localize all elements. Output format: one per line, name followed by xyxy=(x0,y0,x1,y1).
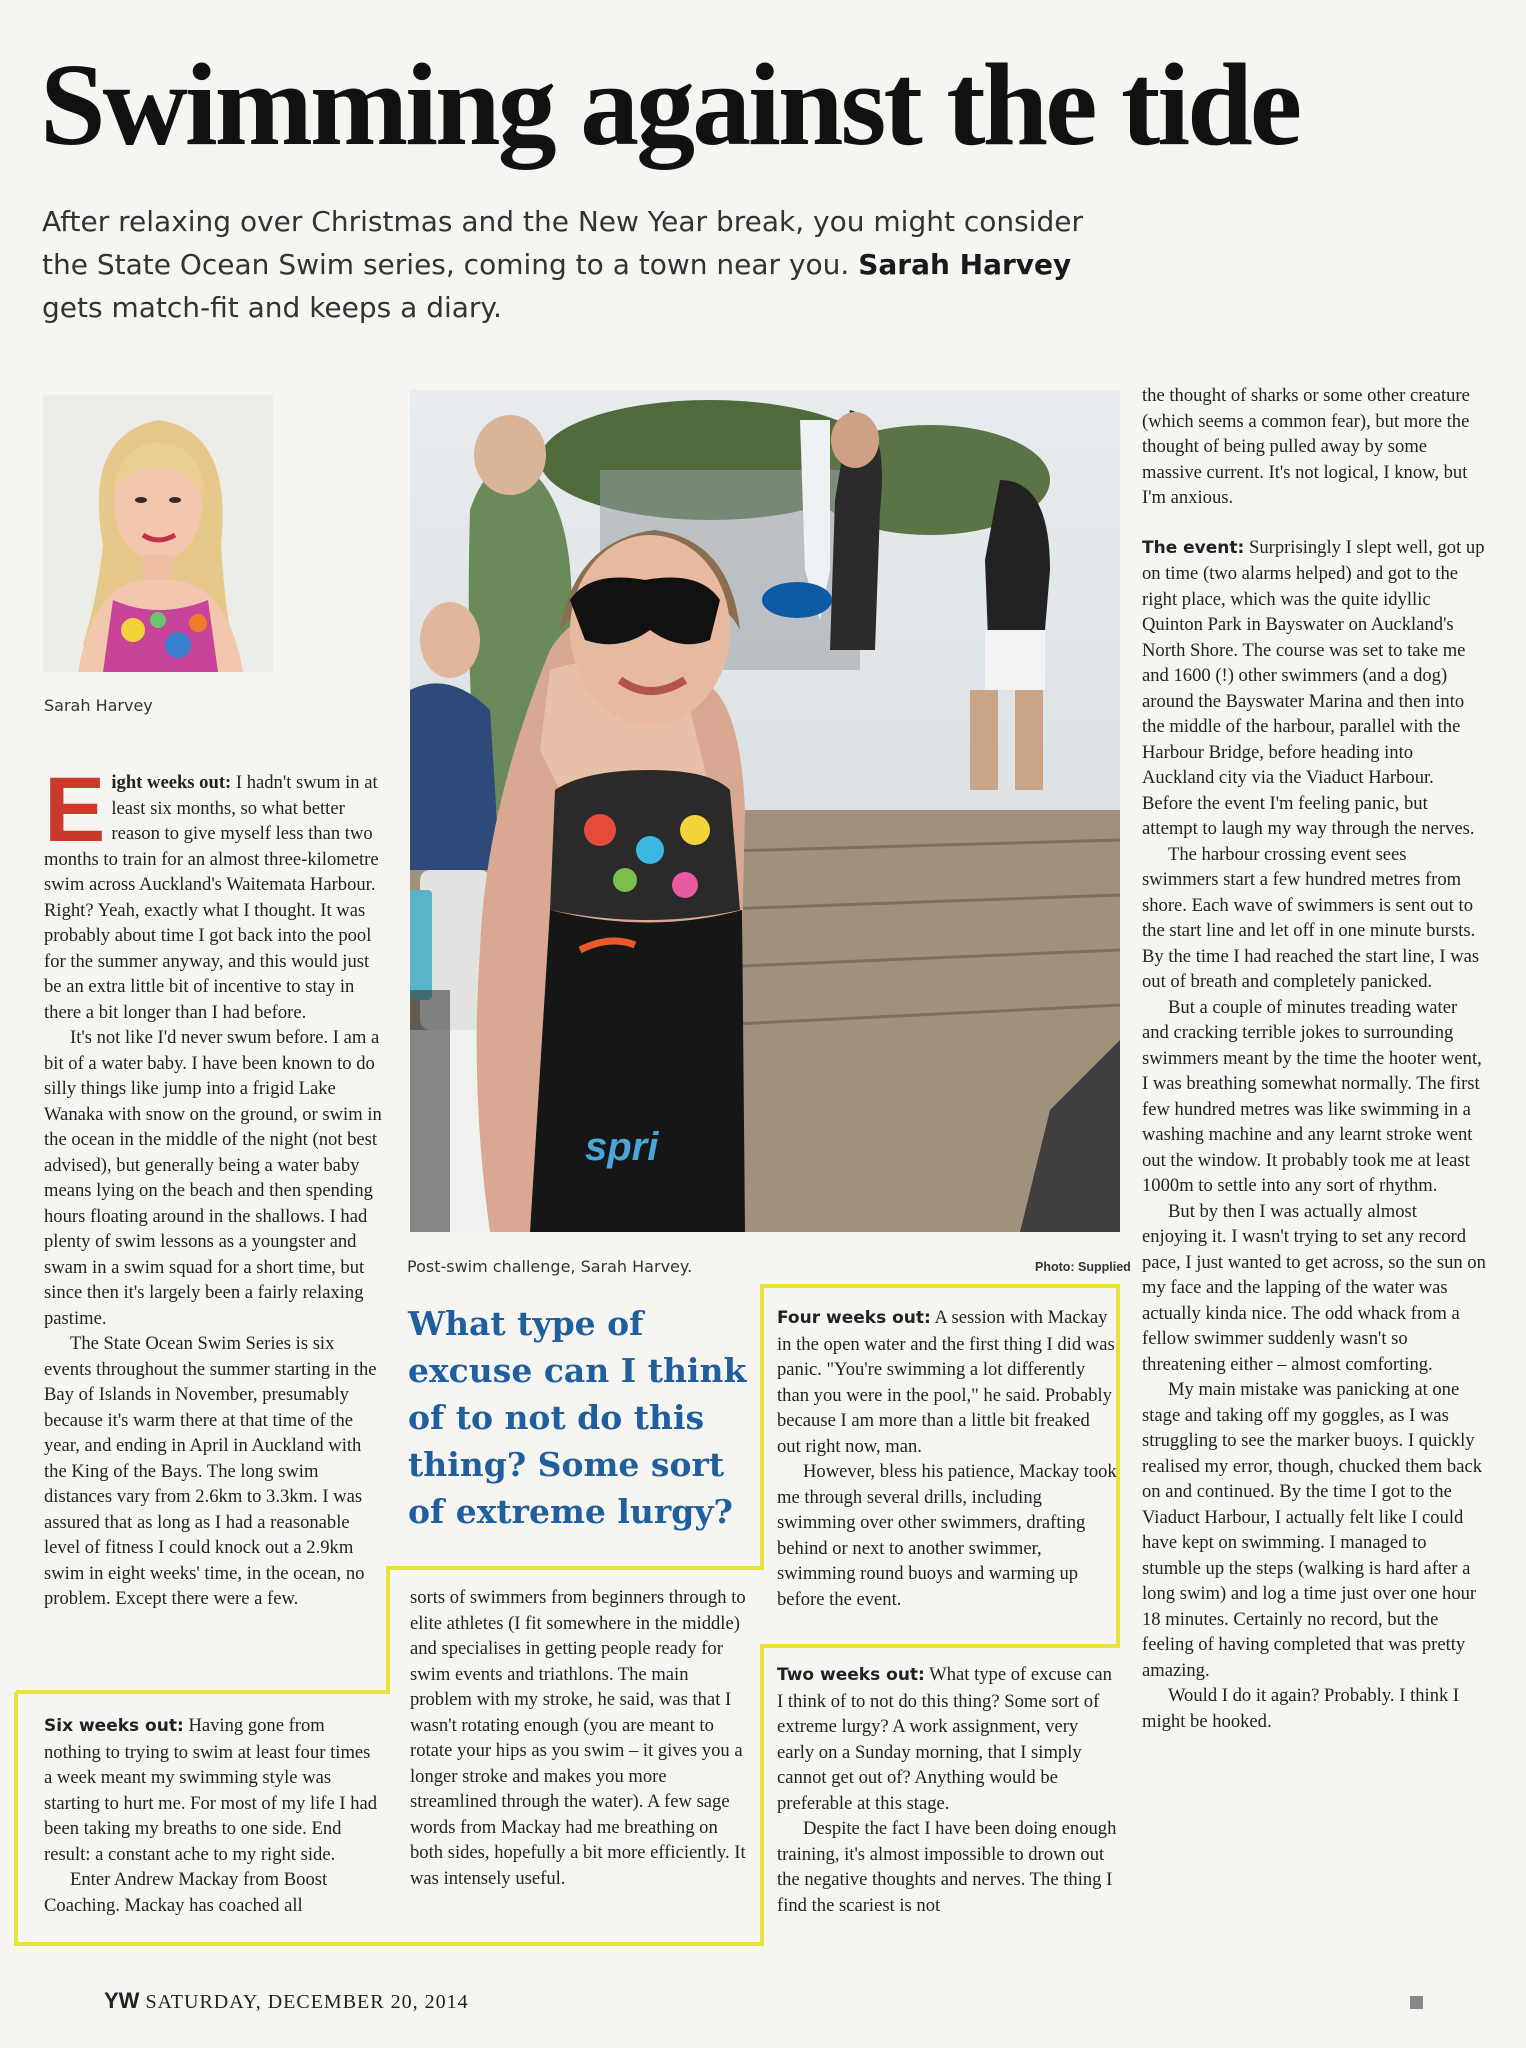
col4-paragraph-5: But by then I was actually almost enjoying it. I wasn't trying to set any record pace, I just wanted to get across, so the sun on my face and the lapping of the water was actually kinda nice. The odd whack from a fellow swimmer suddenly wasn't so threatening either – almost comforting. xyxy=(1142,1200,1486,1375)
four-weeks-text: A session with Mackay in the open water and the first thing I did was panic. "You're swimming a lot differently than you were in the pool," he said. Probably because I am more than a little bit freaked out right now, man. xyxy=(777,1307,1115,1457)
page-footer xyxy=(104,1988,469,2014)
col4-paragraph-7: Would I do it again? Probably. I think I might be hooked. xyxy=(1142,1685,1460,1732)
col3-paragraph-2: However, bless his patience, Mackay took me through several drills, including swimming over other swimmers, drafting behind or next to another swimmer, swimming round buoys and warming up before the event. xyxy=(777,1461,1117,1610)
col1-paragraph-5: Enter Andrew Mackay from Boost Coaching. Mackay has coached all xyxy=(44,1869,328,1916)
six-weeks-paragraph xyxy=(44,1713,382,1867)
six-weeks-text: Having gone from nothing to trying to swim at least four times a week meant my swimming style was starting to hurt me. For most of my life I had been taking my breaths to one side. End result: a constant ache to my right side. xyxy=(44,1715,378,1865)
event-heading: The event: xyxy=(1142,537,1245,558)
pull-quote: What type of excuse can I think of to not do this thing? Some sort of extreme lurgy? xyxy=(408,1304,747,1531)
four-weeks-paragraph xyxy=(777,1305,1117,1459)
col4-paragraph-4: But a couple of minutes treading water and cracking terrible jokes to surrounding swimmers meant by the time the hooter went, I was breathing somewhat normally. The first few hundred metres was like swimming in a washing machine and any learnt stroke went out the window. It probably took me at least 1000m to settle into any sort of rhythm. xyxy=(1142,996,1482,1196)
column-3-lower xyxy=(777,1662,1117,1918)
col1-paragraph-3: The State Ocean Swim Series is six events throughout the summer starting in the Bay of Islands in November, presumably because it's warm there at that time of the year, and ending in April in Auckland with the King of the Bays. The long swim distances vary from 2.6km to 3.3km. I was assured that as long as I had a reasonable level of fitness I could knock out a 2.9km swim in eight weeks' time, in the ocean, no problem. Except there were a few. xyxy=(44,1333,377,1609)
main-photo-caption: Post-swim challenge, Sarah Harvey. xyxy=(407,1257,693,1276)
column-4 xyxy=(1142,383,1486,1734)
six-weeks-heading: Six weeks out: xyxy=(44,1716,184,1736)
two-weeks-text: What type of excuse can I think of to not do this thing? Some sort of extreme lurgy? A work assignment, very early on a Sunday morning, that I simply cannot get out of? Anything would be preferable at this stage. xyxy=(777,1664,1112,1814)
drop-cap: E xyxy=(44,759,106,861)
eight-weeks-paragraph xyxy=(44,759,384,1025)
col4-paragraph-6: My main mistake was panicking at one stage and taking off my goggles, as I was struggling to see the marker buoys. I quickly realised my error, though, chucked them back on and continued. By the time I got to the Viaduct Harbour, I actually felt like I could have kept on swimming. I managed to stumble up the steps (walking is hard after a long swim) and log a time just over one hour 18 minutes. Certainly no record, but the feeling of having completed that was pretty amazing. xyxy=(1142,1379,1483,1681)
event-paragraph xyxy=(1142,535,1486,842)
col2-paragraph-1: sorts of swimmers from beginners through to elite athletes (I fit somewhere in the middle) and specialises in getting people ready for swim events and triathlons. The main problem with my stroke, he said, was that I wasn't rotating enough (you are meant to rotate your hips as you swim – it gives you a longer stroke and makes you more streamlined through the water). A few sage words from Mackay had me breathing on both sides, hopefully a bit more efficiently. It was intensely useful. xyxy=(410,1587,746,1889)
svg-text:spri: spri xyxy=(585,1125,659,1169)
four-weeks-heading: Four weeks out: xyxy=(777,1308,931,1328)
column-2 xyxy=(410,1585,750,1891)
event-text: Surprisingly I slept well, got up on time (two alarms helped) and got to the right place, which was the quite idyllic Quinton Park in Bayswater on Auckland's North Shore. The course was set to take me and 1600 (!) other swimmers (and a dog) around the Bayswater Marina and then into the middle of the harbour, parallel with the Harbour Bridge, before heading into Auckland city via the Viaduct Harbour. Before the event I'm feeling panic, but attempt to laugh my way through the nerves. xyxy=(1142,536,1485,839)
col4-paragraph-3: The harbour crossing event sees swimmers start a few hundred metres from shore. Each wave of swimmers is sent out to the start line and let off in one minute bursts. By the time I had reached the start line, I was out of breath and completely panicked. xyxy=(1142,843,1480,992)
footer-logo: YW xyxy=(104,1988,140,2013)
standfirst-author: Sarah Harvey xyxy=(858,248,1072,281)
photo-credit: Photo: Supplied xyxy=(1035,1260,1131,1274)
column-3 xyxy=(777,1305,1117,1612)
portrait-caption: Sarah Harvey xyxy=(44,696,153,715)
eight-weeks-heading: ight weeks out: xyxy=(111,772,232,793)
two-weeks-heading: Two weeks out: xyxy=(777,1665,925,1685)
footer-date: SATURDAY, DECEMBER 20, 2014 xyxy=(145,1991,469,2013)
standfirst-tail: gets match-fit and keeps a diary. xyxy=(42,291,502,324)
end-mark xyxy=(1410,1996,1423,2009)
column-1 xyxy=(44,759,384,1612)
col3-paragraph-4: Despite the fact I have been doing enough training, it's almost impossible to drown out the negative thoughts and nerves. The thing I find the scariest is not xyxy=(777,1818,1117,1916)
col1-paragraph-2: It's not like I'd never swum before. I am a bit of a water baby. I have been known to do silly things like jump into a frigid Lake Wanaka with snow on the ground, or swim in the ocean in the middle of the night (not best advised), but generally being a water baby means lying on the beach and then spending hours floating around in the shallows. I had plenty of swim lessons as a youngster and swam in a swim squad for a short time, but since then it's largely been a fairly relaxing pastime. xyxy=(44,1027,382,1329)
two-weeks-paragraph xyxy=(777,1662,1117,1816)
column-1-lower xyxy=(44,1713,382,1918)
col4-paragraph-1: the thought of sharks or some other creature (which seems a common fear), but more the thought of being pulled away by some massive current. It's not logical, I know, but I'm anxious. xyxy=(1142,385,1470,508)
eight-weeks-text: I hadn't swum in at least six months, so what better reason to give myself less than two months to train for an almost three-kilometre swim across Auckland's Waitemata Harbour. Right? Yeah, exactly what I thought. It was probably about time I got back into the pool for the summer anyway, and this would just be an extra little bit of incentive to stay in there a bit longer than I had before. xyxy=(44,772,379,1023)
headline: Swimming against the tide xyxy=(40,39,1300,170)
standfirst-text: After relaxing over Christmas and the New Year break, you might consider the State Ocean Swim series, coming to a town near you. xyxy=(42,205,1083,281)
